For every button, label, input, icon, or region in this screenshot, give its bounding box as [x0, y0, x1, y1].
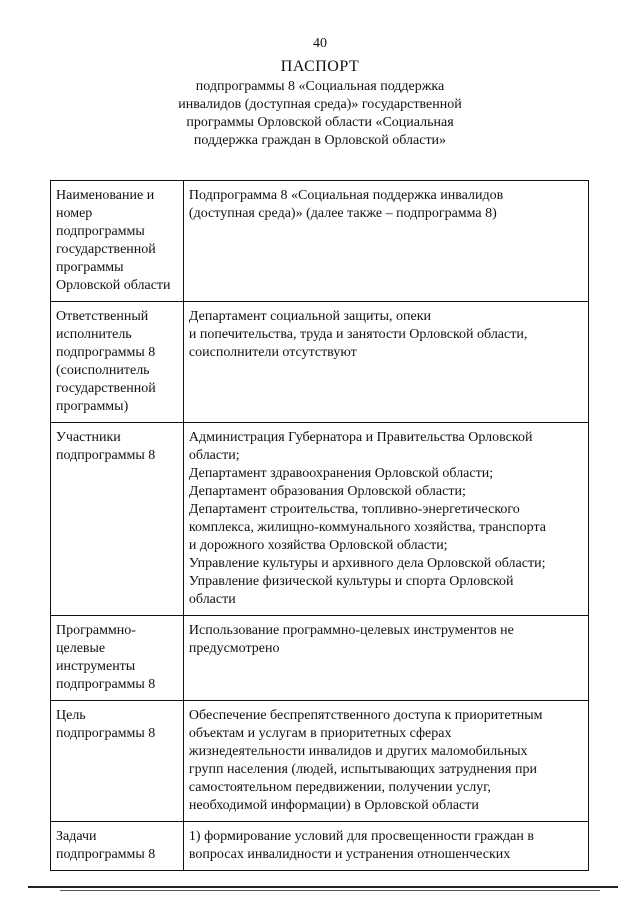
value-line: Использование программно-целевых инструментов не — [188, 623, 514, 638]
label-line: государственной — [56, 242, 156, 257]
label-line: Орловской области — [56, 278, 171, 293]
row-label — [51, 302, 184, 423]
value-line: Администрация Губернатора и Правительства Орловской — [188, 430, 533, 445]
label-line: исполнитель — [56, 327, 132, 342]
row-label — [51, 822, 184, 871]
label-line: программы — [56, 260, 124, 275]
value-line: Департамент социальной защиты, опеки — [188, 309, 431, 324]
value-line: вопросах инвалидности и устранения отношенческих — [188, 847, 511, 862]
value-line: и попечительства, труда и занятости Орловской области, — [188, 327, 528, 342]
subtitle-line: инвалидов (доступная среда)» государственной — [178, 97, 462, 112]
label-line: программы) — [56, 399, 129, 414]
value-line: Департамент строительства, топливно-энергетического — [188, 502, 520, 517]
value-line: предусмотрено — [188, 641, 280, 656]
document-subtitle — [120, 78, 520, 150]
value-line: Управление культуры и архивного дела Орловской области; — [188, 556, 546, 571]
value-line: области; — [188, 448, 240, 463]
row-label — [51, 701, 184, 822]
value-line: необходимой информации) в Орловской области — [188, 798, 479, 813]
row-label — [51, 616, 184, 701]
table-row — [51, 616, 589, 701]
value-line: объектам и услугам в приоритетных сферах — [188, 726, 452, 741]
value-line: 1) формирование условий для просвещенности граждан в — [188, 829, 534, 844]
label-line: подпрограммы — [56, 224, 145, 239]
bottom-scan-rule — [60, 890, 600, 891]
value-line: Департамент образования Орловской области; — [188, 484, 466, 499]
value-line: Управление физической культуры и спорта Орловской — [188, 574, 514, 589]
table-row — [51, 302, 589, 423]
value-line: соисполнители отсутствуют — [188, 345, 357, 360]
label-line: Участники — [56, 430, 121, 445]
label-line: целевые — [56, 641, 106, 656]
value-line: самостоятельном передвижении, получении услуг, — [188, 780, 491, 795]
page-number: 40 — [313, 36, 327, 51]
value-line: комплекса, жилищно-коммунального хозяйства, транспорта — [188, 520, 546, 535]
table-row — [51, 822, 589, 871]
label-line: инструменты — [56, 659, 136, 674]
label-line: подпрограммы 8 — [56, 345, 156, 360]
label-line: номер — [56, 206, 93, 221]
row-value — [183, 701, 588, 822]
table-row — [51, 701, 589, 822]
label-line: государственной — [56, 381, 156, 396]
label-line: подпрограммы 8 — [56, 847, 156, 862]
row-value — [183, 822, 588, 871]
label-line: (соисполнитель — [56, 363, 150, 378]
label-line: Наименование и — [56, 188, 155, 203]
label-line: Задачи — [56, 829, 97, 844]
value-line: (доступная среда)» (далее также – подпрограмма 8) — [188, 206, 497, 221]
value-line: Департамент здравоохранения Орловской области; — [188, 466, 494, 481]
value-line: Подпрограмма 8 «Социальная поддержка инвалидов — [188, 188, 504, 203]
row-value — [183, 181, 588, 302]
subtitle-line: программы Орловской области «Социальная — [186, 115, 454, 130]
document-title: ПАСПОРТ — [280, 58, 360, 75]
label-line: Цель — [56, 708, 86, 723]
subtitle-line: подпрограммы 8 «Социальная поддержка — [195, 79, 445, 94]
table-row — [51, 423, 589, 616]
label-line: подпрограммы 8 — [56, 726, 156, 741]
row-value — [183, 302, 588, 423]
row-value — [183, 423, 588, 616]
label-line: подпрограммы 8 — [56, 448, 156, 463]
value-line: групп населения (людей, испытывающих затруднения при — [188, 762, 537, 777]
row-value — [183, 616, 588, 701]
row-label — [51, 181, 184, 302]
subtitle-line: поддержка граждан в Орловской области» — [193, 133, 447, 148]
passport-table — [50, 180, 589, 871]
value-line: Обеспечение беспрепятственного доступа к приоритетным — [188, 708, 543, 723]
label-line: Программно- — [56, 623, 136, 638]
value-line: области — [188, 592, 236, 607]
value-line: и дорожного хозяйства Орловской области; — [188, 538, 448, 553]
label-line: Ответственный — [56, 309, 149, 324]
value-line: жизнедеятельности инвалидов и других маломобильных — [188, 744, 528, 759]
row-label — [51, 423, 184, 616]
bottom-scan-rule — [28, 886, 618, 888]
label-line: подпрограммы 8 — [56, 677, 156, 692]
table-row — [51, 181, 589, 302]
